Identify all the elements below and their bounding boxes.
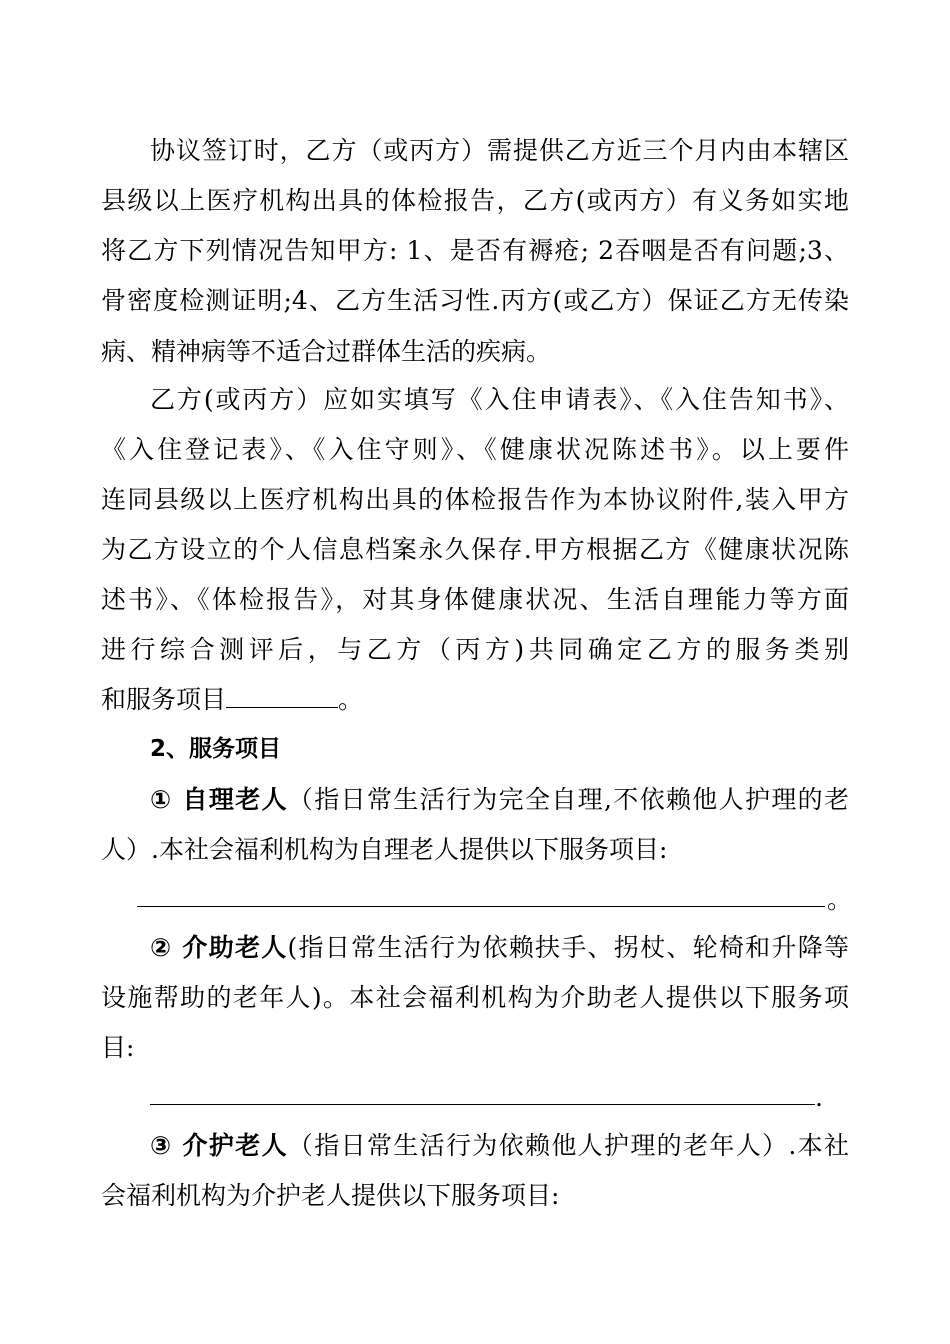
paragraph-2-line-3: 连同县级以上医疗机构出具的体检报告作为本协议附件,装入甲方	[101, 485, 849, 514]
item-3-line-1-rest: （指日常生活行为依赖他人护理的老年人）.本社	[287, 1131, 849, 1160]
item-2-title: ② 介助老人	[150, 933, 288, 962]
item-1-line-1	[150, 784, 849, 816]
item-2-fill-end: .	[815, 1083, 823, 1112]
item-1-line-2: 人）.本社会福利机构为自理老人提供以下服务项目:	[101, 835, 668, 864]
item-3-line-1	[150, 1130, 849, 1162]
item-2-line-1	[150, 932, 849, 964]
paragraph-2-line-4: 为乙方设立的个人信息档案永久保存.甲方根据乙方《健康状况陈	[101, 535, 849, 564]
paragraph-2-line-2: 《入住登记表》、《入住守则》、《健康状况陈述书》。以上要件	[101, 435, 849, 464]
item-3-line-2: 会福利机构为介护老人提供以下服务项目:	[101, 1181, 560, 1210]
paragraph-2-line-5: 述书》、《体检报告》，对其身体健康状况、生活自理能力等方面	[101, 585, 849, 614]
paragraph-1-line-3: 将乙方下列情况告知甲方: 1、是否有褥疮; 2吞咽是否有问题;3、	[101, 236, 849, 265]
item-1-fill-line[interactable]	[137, 906, 825, 907]
paragraph-1-line-5: 病、精神病等不适合过群体生活的疾病。	[101, 337, 552, 366]
item-2-line-3: 目:	[101, 1033, 135, 1062]
item-2-fill-line[interactable]	[150, 1104, 815, 1105]
paragraph-1-line-2: 县级以上医疗机构出具的体检报告，乙方(或丙方）有义务如实地	[101, 186, 849, 215]
section-heading: 2、服务项目	[150, 736, 282, 762]
item-2-line-1-rest: (指日常生活行为依赖扶手、拐杖、轮椅和升降等	[287, 933, 849, 962]
item-1-line-1-rest: （指日常生活行为完全自理,不依赖他人护理的老	[287, 785, 849, 814]
paragraph-2-last-prefix: 和服务项目	[101, 685, 227, 714]
item-1-fill-end: 。	[827, 885, 853, 914]
item-1-title: ① 自理老人	[150, 785, 288, 814]
paragraph-2-last-suffix: 。	[338, 685, 364, 714]
paragraph-1-line-4: 骨密度检测证明;4、乙方生活习性.丙方(或乙方）保证乙方无传染	[101, 286, 849, 315]
paragraph-2-line-7	[101, 684, 849, 716]
item-2-line-2: 设施帮助的老年人)。本社会福利机构为介助老人提供以下服务项	[101, 983, 849, 1012]
paragraph-2-line-6: 进行综合测评后，与乙方（丙方)共同确定乙方的服务类别	[101, 635, 849, 664]
service-item-blank[interactable]	[226, 685, 338, 708]
paragraph-2-line-1: 乙方(或丙方）应如实填写《入住申请表》、《入住告知书》、	[150, 385, 849, 414]
item-3-title: ③ 介护老人	[150, 1131, 288, 1160]
paragraph-1-line-1: 协议签订时，乙方（或丙方）需提供乙方近三个月内由本辖区	[150, 136, 849, 165]
